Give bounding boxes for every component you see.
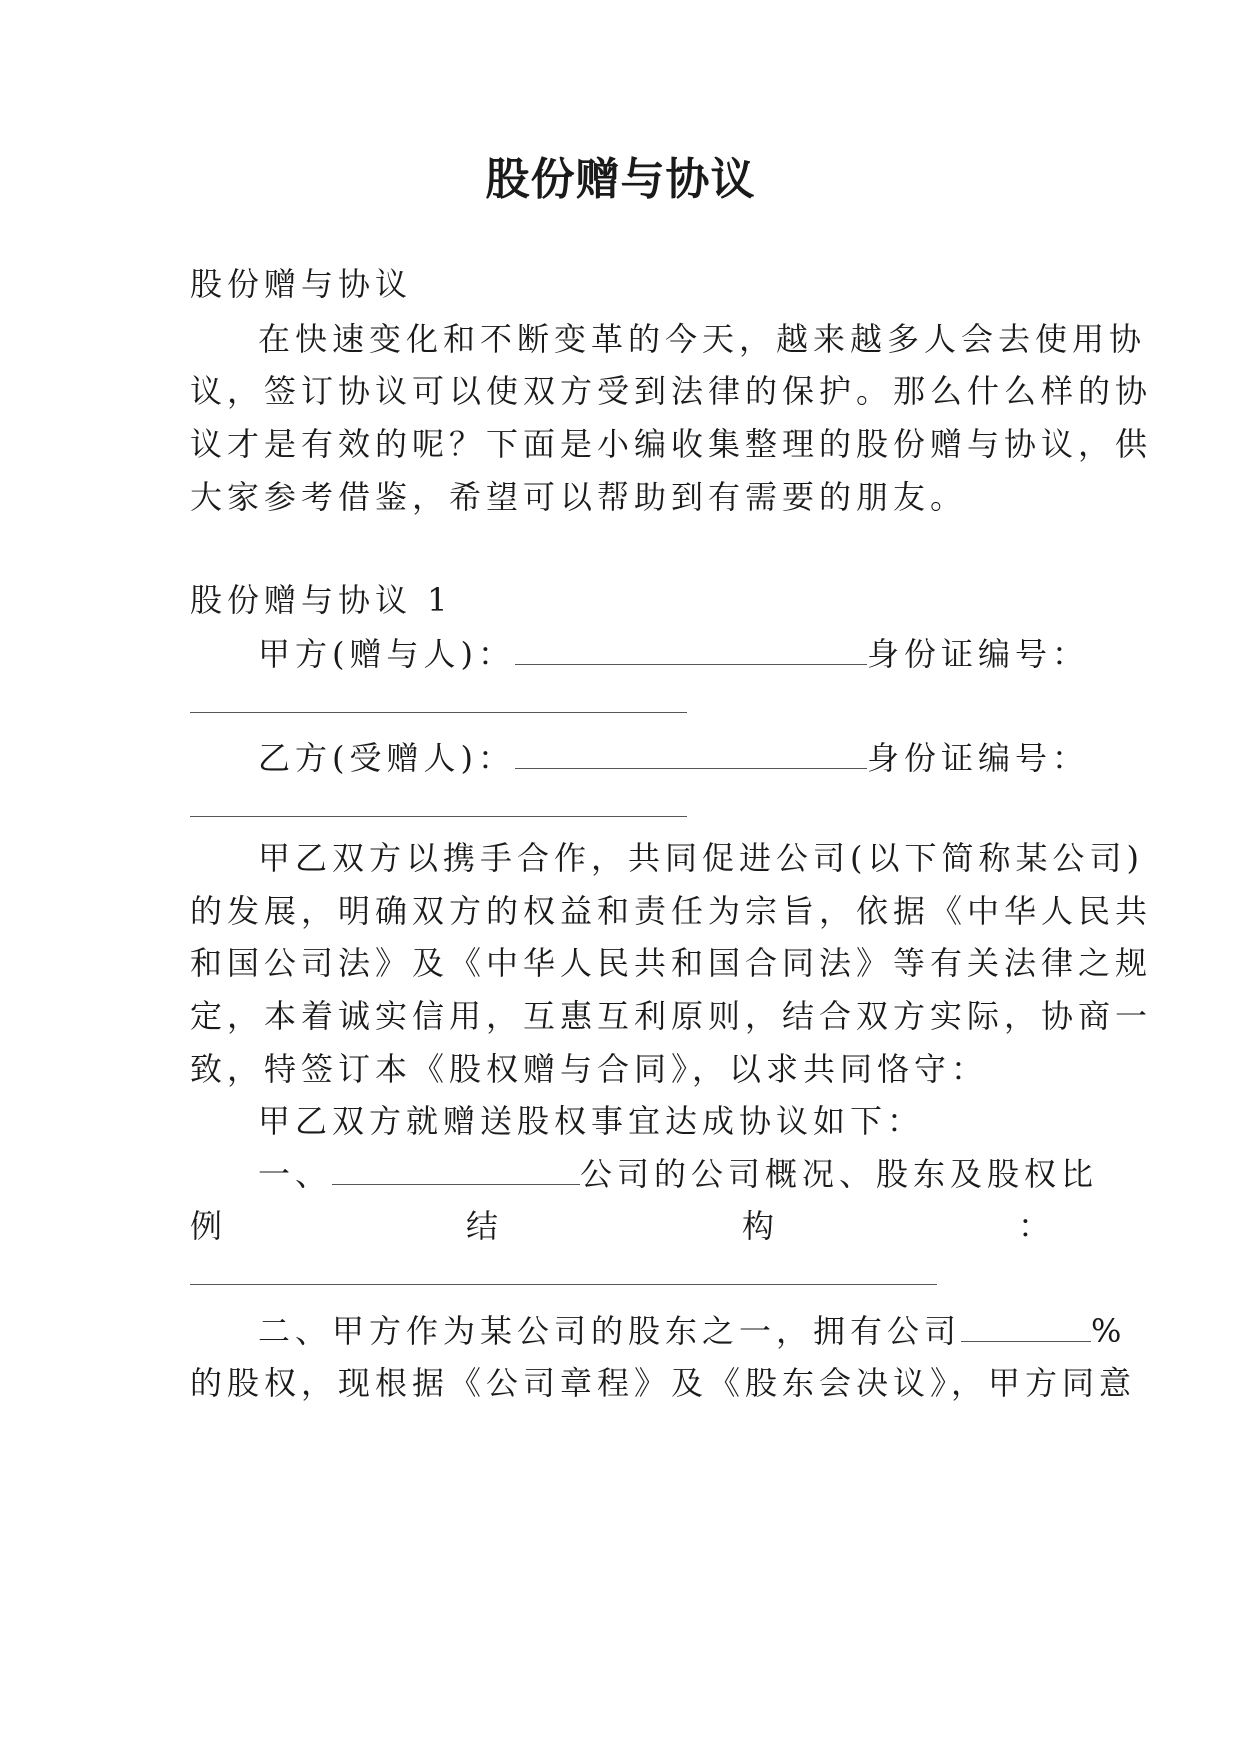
party-a-label: 甲方(赠与人)： xyxy=(258,635,515,673)
document-title: 股份赠与协议 xyxy=(485,154,756,205)
body-line: 和国公司法》及《中华人民共和国合同法》等有关法律之规 xyxy=(190,944,1153,982)
party-a-name-blank[interactable] xyxy=(515,634,867,665)
intro-line: 在快速变化和不断变革的今天，越来越多人会去使用协 xyxy=(258,320,1147,358)
clause-2-line-2: 的股权，现根据《公司章程》及《股东会决议》，甲方同意 xyxy=(190,1364,1137,1402)
section-heading: 股份赠与协议 1 xyxy=(190,581,453,619)
clause-1-spread-line xyxy=(190,1204,1050,1248)
party-a-id-blank[interactable] xyxy=(190,712,687,713)
intro-line: 大家参考借鉴，希望可以帮助到有需要的朋友。 xyxy=(190,478,968,516)
intro-line: 议才是有效的呢？下面是小编收集整理的股份赠与协议，供 xyxy=(190,425,1153,463)
clause-1-suffix: 公司的公司概况、股东及股权比 xyxy=(580,1155,1099,1193)
intro-line: 议，签订协议可以使双方受到法律的保护。那么什么样的协 xyxy=(190,372,1153,410)
clause-1-line xyxy=(258,1152,1098,1196)
clause-1-prefix: 一、 xyxy=(258,1155,333,1193)
clause-1-char: 构 xyxy=(741,1207,774,1245)
shareholding-structure-blank[interactable] xyxy=(190,1284,937,1285)
percentage-blank[interactable] xyxy=(961,1311,1091,1342)
body-line: 甲乙双方以携手合作，共同促进公司(以下简称某公司) xyxy=(258,839,1144,877)
party-b-line xyxy=(258,736,1089,780)
clause-2-prefix: 二、甲方作为某公司的股东之一，拥有公司 xyxy=(258,1312,962,1350)
party-a-line xyxy=(258,632,1089,676)
intro-heading: 股份赠与协议 xyxy=(190,265,413,303)
clause-2-line xyxy=(258,1309,1126,1353)
party-b-name-blank[interactable] xyxy=(515,738,867,769)
clause-2-suffix: % xyxy=(1091,1312,1127,1350)
party-b-id-label: 身份证编号： xyxy=(866,739,1089,777)
party-a-id-label: 身份证编号： xyxy=(866,635,1089,673)
body-line: 定，本着诚实信用，互惠互利原则，结合双方实际，协商一 xyxy=(190,997,1153,1035)
clause-1-char: 结 xyxy=(465,1207,498,1245)
agreement-intro: 甲乙双方就赠送股权事宜达成协议如下： xyxy=(258,1102,925,1140)
clause-1-char: 例 xyxy=(190,1207,223,1245)
party-b-label: 乙方(受赠人)： xyxy=(258,739,515,777)
clause-1-char: ： xyxy=(1017,1207,1050,1245)
body-line: 致，特签订本《股权赠与合同》，以求共同恪守： xyxy=(190,1050,989,1088)
party-b-id-blank[interactable] xyxy=(190,816,687,817)
company-name-blank[interactable] xyxy=(332,1154,580,1185)
body-line: 的发展，明确双方的权益和责任为宗旨，依据《中华人民共 xyxy=(190,892,1153,930)
